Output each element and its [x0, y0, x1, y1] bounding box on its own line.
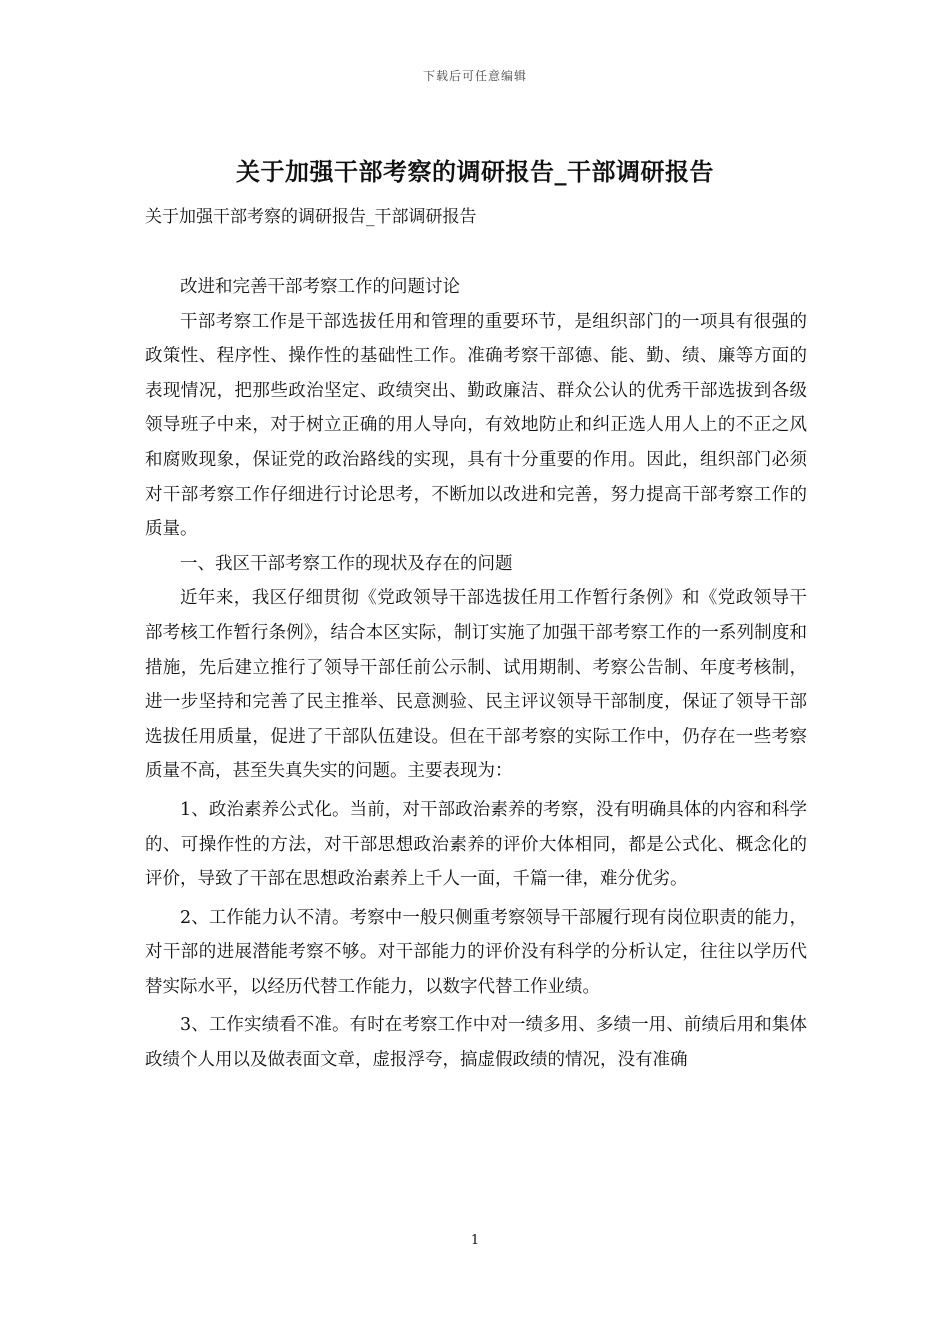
paragraph: 近年来，我区仔细贯彻《党政领导干部选拔任用工作暂行条例》和《党政领导干部考核工作暂行条例》，结合本区实际，制订实施了加强干部考察工作的一系列制度和措施，先后建立推行了领导干部任前公示制、试用期制、考察公告制、年度考核制，进一步坚持和完善了民主推举、民意测验、民主评议领导干部制度，保证了领导干部选拔任用质量，促进了干部队伍建设。但在干部考察的实际工作中，仍存在一些考察质量不高，甚至失真失实的问题。主要表现为：	[145, 588, 807, 782]
section-heading: 改进和完善干部考察工作的问题讨论	[180, 277, 460, 297]
page-number: 1	[470, 1233, 480, 1248]
paragraph: 干部考察工作是干部选拔任用和管理的重要环节，是组织部门的一项具有很强的政策性、程序性、操作性的基础性工作。准确考察干部德、能、勤、绩、廉等方面的表现情况，把那些政治坚定、政绩突出、勤政廉洁、群众公认的优秀干部选拔到各级领导班子中来，对于树立正确的用人导向，有效地防止和纠正选人用人上的不正之风和腐败现象，保证党的政治路线的实现，具有十分重要的作用。因此，组织部门必须对干部考察工作仔细进行讨论思考，不断加以改进和完善，努力提高干部考察工作的质量。	[145, 311, 807, 540]
header-note: 下载后可任意编辑	[422, 69, 527, 83]
document-subtitle: 关于加强干部考察的调研报告_干部调研报告	[145, 207, 477, 227]
paragraph: 2、工作能力认不清。考察中一般只侧重考察领导干部履行现有岗位职责的能力，对干部的进展潜能考察不够。对干部能力的评价没有科学的分析认定，往往以学历代替实际水平，以经历代替工作能力，以数字代替工作业绩。	[145, 907, 807, 997]
paragraph: 3、工作实绩看不准。有时在考察工作中对一绩多用、多绩一用、前绩后用和集体政绩个人用以及做表面文章，虚报浮夸，搞虚假政绩的情况，没有准确	[145, 1015, 807, 1071]
document-body	[145, 270, 807, 1078]
document-title: 关于加强干部考察的调研报告_干部调研报告	[236, 157, 714, 186]
paragraph: 1、政治素养公式化。当前，对干部政治素养的考察，没有明确具体的内容和科学的、可操作性的方法，对干部思想政治素养的评价大体相同，都是公式化、概念化的评价，导致了干部在思想政治素养上千人一面，千篇一律，难分优劣。	[145, 799, 807, 890]
section-heading: 一、我区干部考察工作的现状及存在的问题	[180, 553, 513, 574]
